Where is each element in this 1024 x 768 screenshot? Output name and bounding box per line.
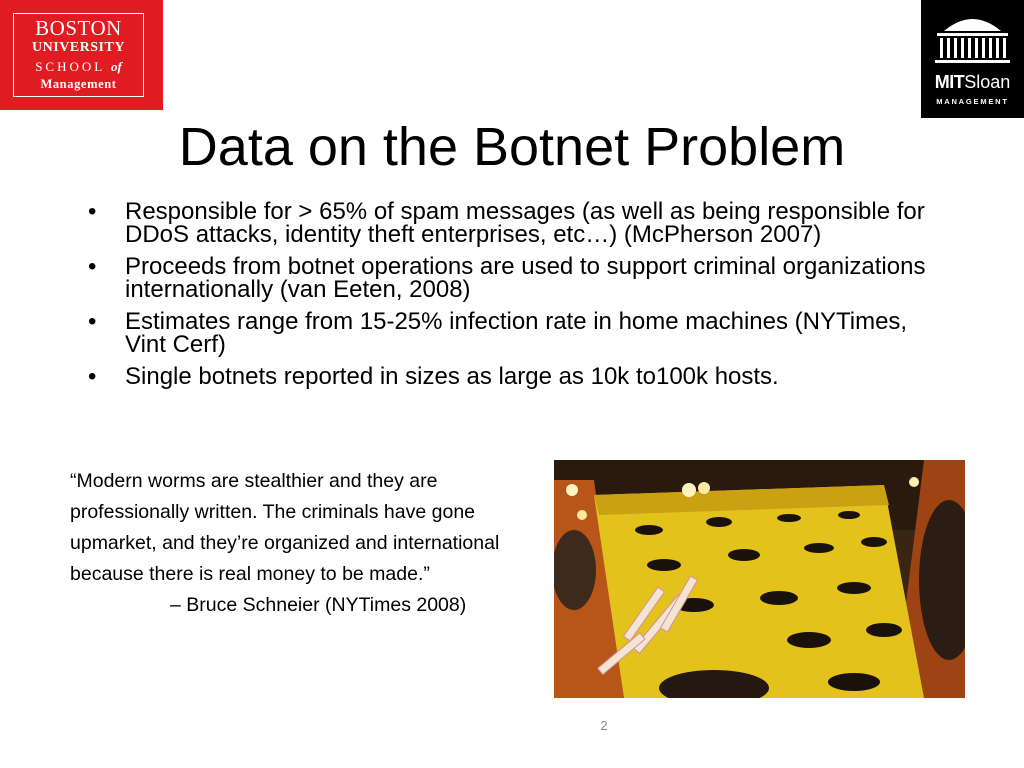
dome-building-icon xyxy=(931,9,1014,67)
bullet-item: • Single botnets reported in sizes as large as 10k to100k hosts. xyxy=(88,365,938,388)
bu-logo-line3 xyxy=(14,59,143,75)
bu-logo-line4: Management xyxy=(40,77,117,91)
bullet-item: • Estimates range from 15-25% infection rate in home machines (NYTimes, Vint Cerf) xyxy=(88,310,938,356)
quote-text: “Modern worms are stealthier and they are professionally written. The criminals have gone upmarket, and they’re organized and international because there is real money to be made.” xyxy=(70,470,500,585)
mit-sloan-wordmark xyxy=(921,72,1024,93)
mit-sloan-subtitle: MANAGEMENT xyxy=(936,97,1009,106)
bu-logo-of: of xyxy=(110,59,122,74)
mit-wordmark-bold: MIT xyxy=(934,72,965,92)
bullet-item: • Responsible for > 65% of spam messages (as well as being responsible for DDoS attacks, identity theft enterprises, etc…) (McPherson 2007) xyxy=(88,200,938,246)
mit-wordmark-light: Sloan xyxy=(964,72,1011,92)
slide-title: Data on the Botnet Problem xyxy=(178,117,846,177)
quote-block xyxy=(70,466,550,621)
bullet-list xyxy=(88,200,938,397)
bu-logo-line1: BOSTON xyxy=(35,16,122,40)
mit-sloan-logo xyxy=(921,0,1024,118)
bu-logo-frame xyxy=(13,13,144,97)
page-number: 2 xyxy=(600,718,608,733)
quote-attribution: – Bruce Schneier (NYTimes 2008) xyxy=(170,594,467,616)
bu-logo-school: SCHOOL xyxy=(35,59,111,74)
boston-university-logo xyxy=(0,0,163,110)
bu-logo-line2: UNIVERSITY xyxy=(32,40,125,55)
bullet-item: • Proceeds from botnet operations are used to support criminal organizations internationally (van Eeten, 2008) xyxy=(88,255,938,301)
arcade-photo xyxy=(554,460,965,698)
